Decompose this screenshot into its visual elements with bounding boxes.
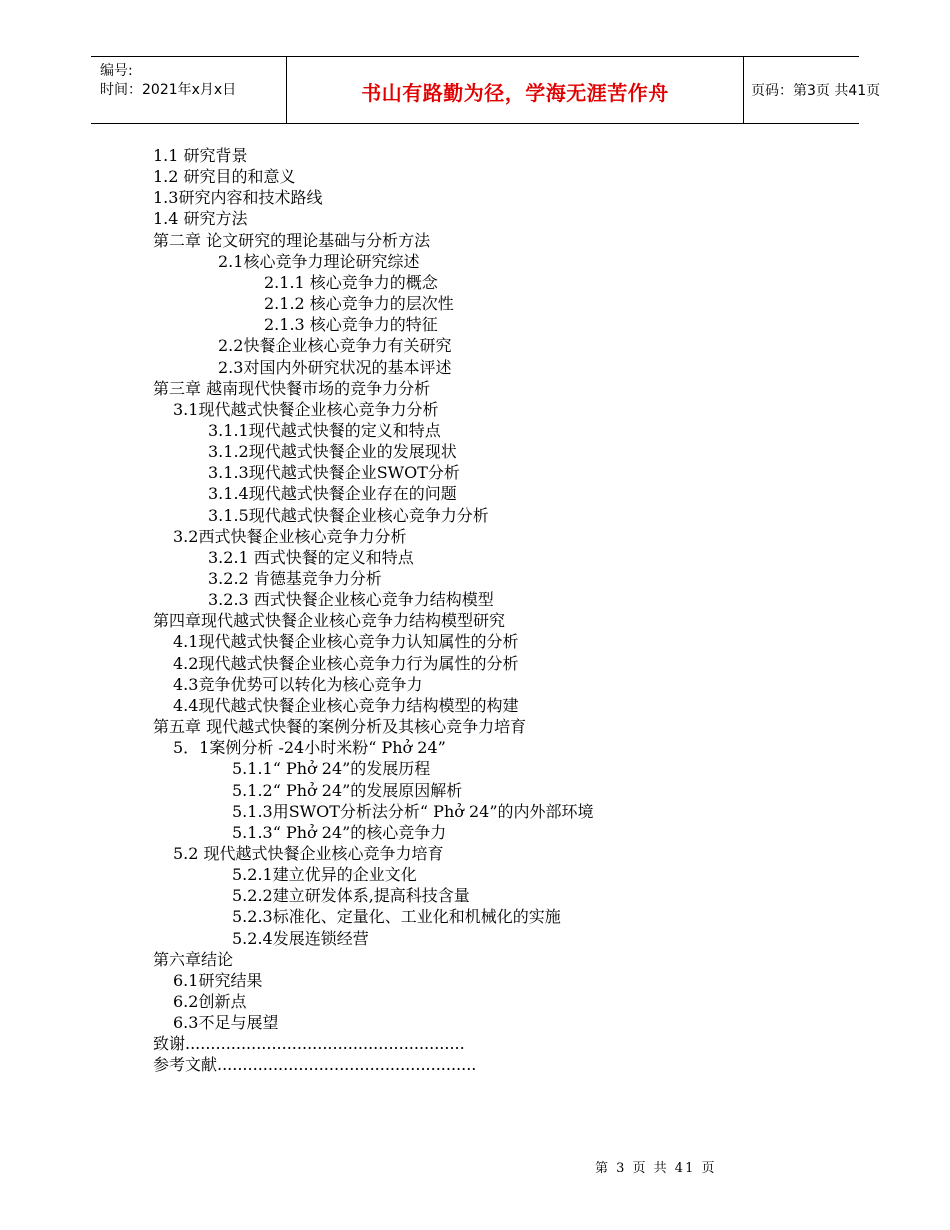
toc-entry: 5.2.2建立研发体系,提高科技含量 [232,886,470,906]
toc-entry: 第四章现代越式快餐企业核心竞争力结构模型研究 [153,611,506,631]
toc-entry: 1.4 研究方法 [153,209,248,229]
toc-entry: 参考文献................................................... [153,1055,477,1075]
toc-entry: 5.2.3标准化、定量化、工业化和机械化的实施 [232,907,561,927]
toc-entry: 5．1案例分析 -24小时米粉“ Phở 24” [173,738,446,758]
toc-entry: 5.2 现代越式快餐企业核心竞争力培育 [173,843,444,863]
toc-entry: 2.2快餐企业核心竞争力有关研究 [218,336,452,356]
toc-entry: 6.3不足与展望 [173,1013,279,1033]
toc-entry: 3.2.2 肯德基竞争力分析 [208,569,382,588]
toc-entry: 3.2.1 西式快餐的定义和特点 [208,547,414,567]
toc-entry: 第二章 论文研究的理论基础与分析方法 [153,230,431,250]
toc-entry: 3.2.3 西式快餐企业核心竞争力结构模型 [208,590,494,610]
toc-entry: 5.2.1建立优异的企业文化 [232,865,417,885]
toc-entry: 1.2 研究目的和意义 [153,167,296,187]
toc-entry: 3.1.2现代越式快餐企业的发展现状 [208,442,457,462]
toc-entry: 第五章 现代越式快餐的案例分析及其核心竞争力培育 [153,717,527,737]
header-meta-cell [91,57,286,123]
toc-entry: 3.2西式快餐企业核心竞争力分析 [173,526,407,546]
toc-entry: 致谢....................................................... [153,1034,465,1054]
toc-entry: 3.1现代越式快餐企业核心竞争力分析 [173,399,439,419]
toc-entry: 2.1核心竞争力理论研究综述 [218,251,420,271]
motto-text: 书山有路勤为径，学海无涯苦作舟 [361,81,669,105]
toc-entry: 2.1.3 核心竞争力的特征 [264,315,438,335]
toc-entry: 3.1.1现代越式快餐的定义和特点 [208,420,441,440]
toc-entry: 3.1.3现代越式快餐企业SWOT分析 [208,463,460,483]
toc-entry: 5.1.2“ Phở 24”的发展原因解析 [232,780,463,800]
toc-entry: 1.1 研究背景 [153,146,248,165]
toc-entry: 6.2创新点 [173,992,247,1011]
page-info: 页码：第3页 共41页 [751,83,881,99]
toc-entry: 3.1.5现代越式快餐企业核心竞争力分析 [208,505,489,525]
toc-entry: 5.1.3“ Phở 24”的核心竞争力 [232,822,447,842]
toc-entry: 4.2现代越式快餐企业核心竞争力行为属性的分析 [173,653,519,673]
toc-entry: 第三章 越南现代快餐市场的竞争力分析 [153,378,431,398]
toc-entry: 4.4现代越式快餐企业核心竞争力结构模型的构建 [173,695,519,715]
toc-entry: 1.3研究内容和技术路线 [153,188,323,208]
document-header [91,56,881,124]
number-label: 编号: [100,63,133,79]
toc-entry: 2.3对国内外研究状况的基本评述 [218,357,452,377]
toc-entry: 6.1研究结果 [173,970,263,990]
toc-entry: 5.2.4发展连锁经营 [232,928,369,948]
time-label: 时间：2021年x月x日 [100,82,237,98]
header-motto-cell [286,57,744,123]
toc-entry: 4.1现代越式快餐企业核心竞争力认知属性的分析 [173,632,519,652]
toc-entry: 3.1.4现代越式快餐企业存在的问题 [208,484,457,504]
toc-entry: 5.1.1“ Phở 24”的发展历程 [232,759,431,779]
page-footer: 第 3 页 共 41 页 [595,1161,717,1176]
toc-entry: 4.3竞争优势可以转化为核心竞争力 [173,674,423,694]
toc-entry: 5.1.3用SWOT分析法分析“ Phở 24”的内外部环境 [232,801,594,821]
toc-entry: 2.1.1 核心竞争力的概念 [264,272,438,292]
toc-entry: 第六章结论 [153,949,234,969]
header-page-cell [743,57,881,123]
toc-entry: 2.1.2 核心竞争力的层次性 [264,294,454,314]
